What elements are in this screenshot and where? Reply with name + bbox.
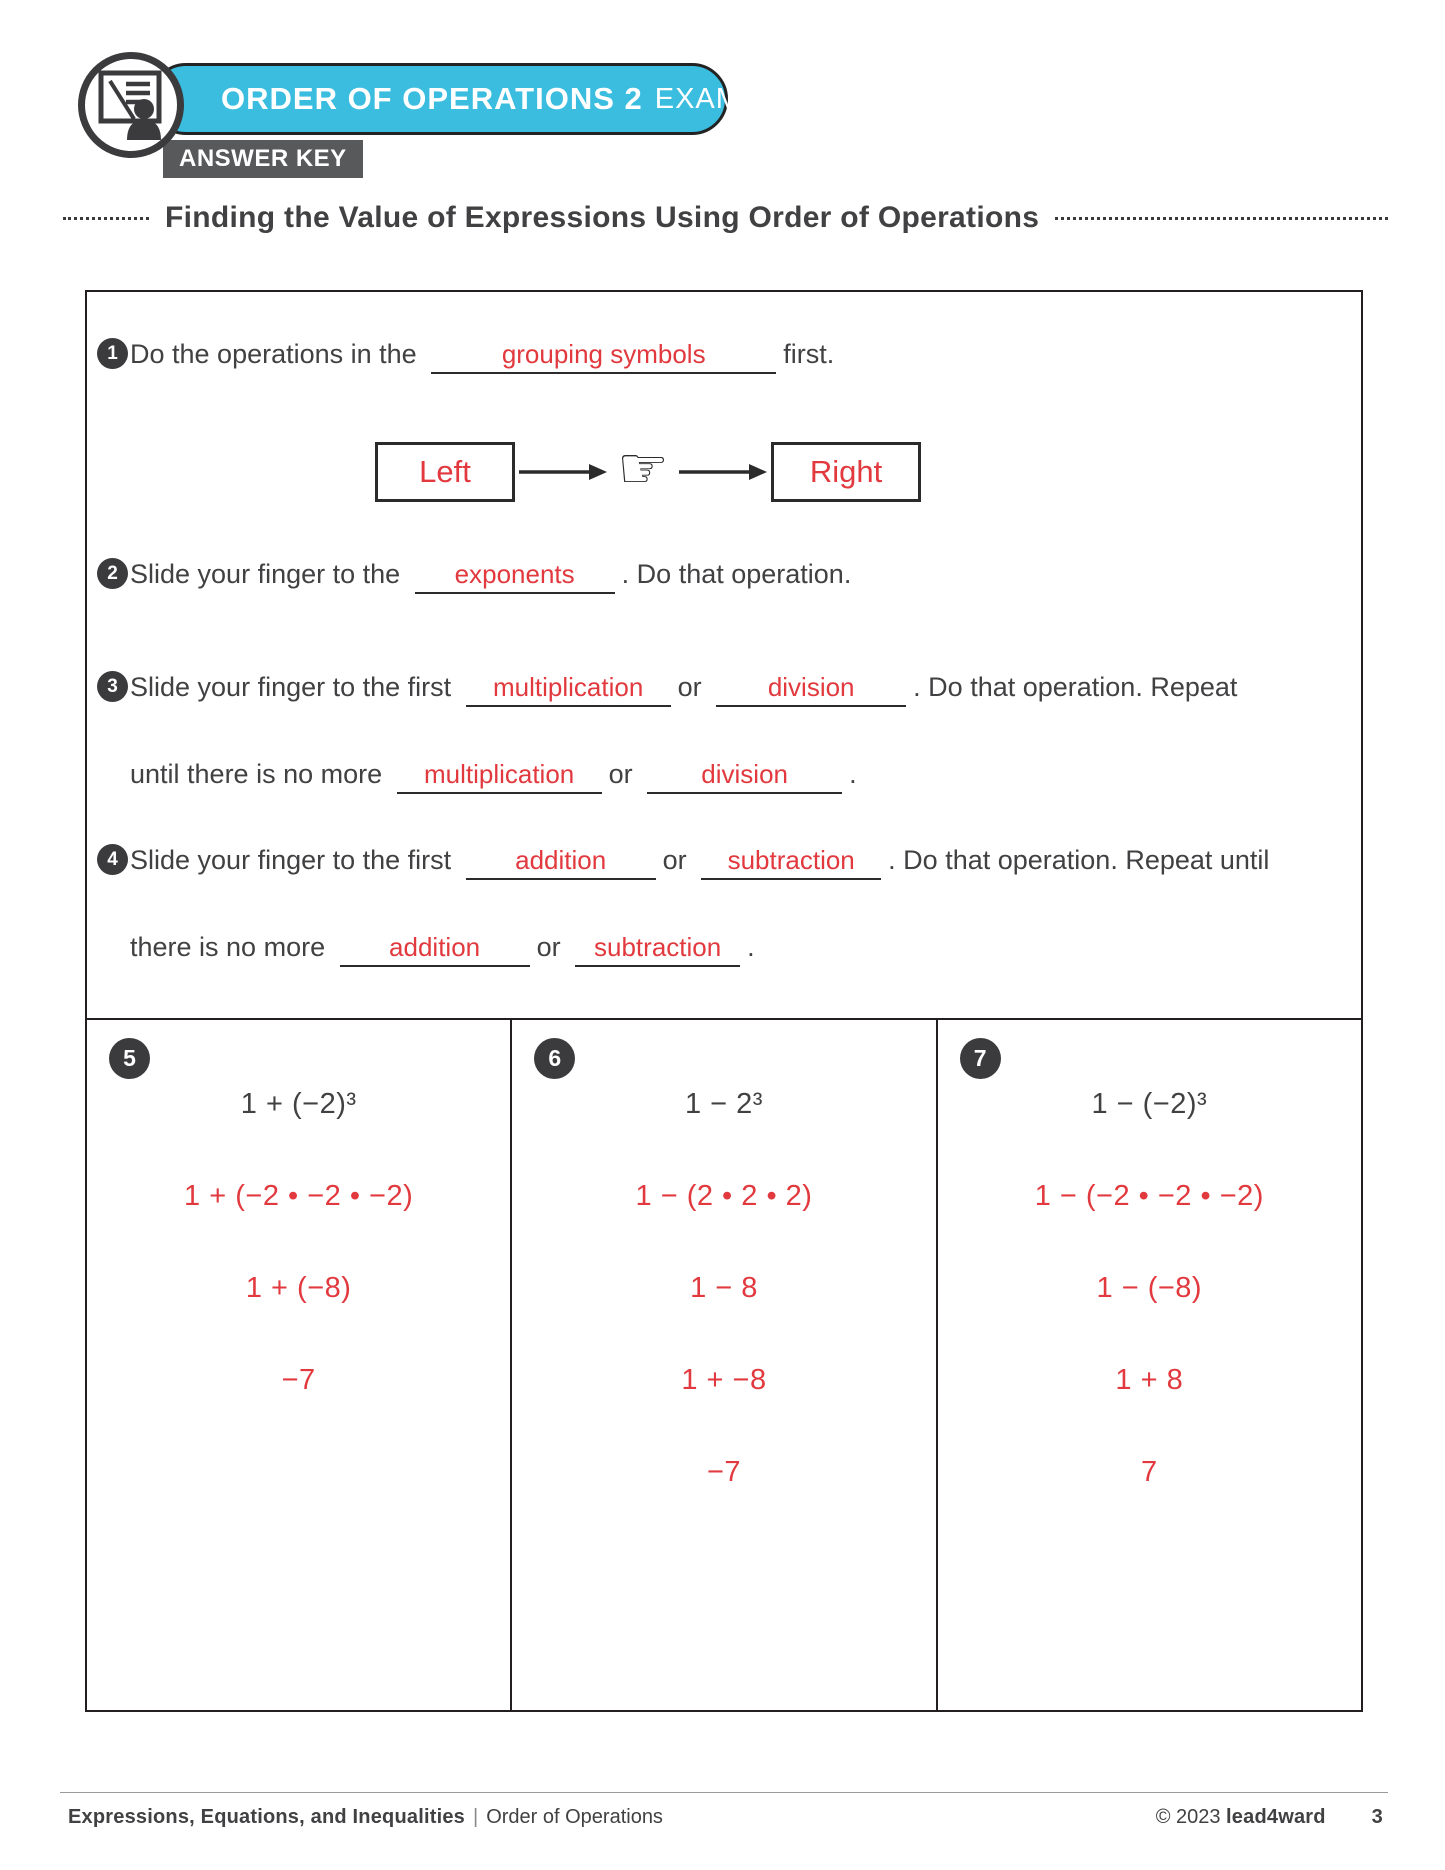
work-step: 1 + (−2 • −2 • −2) bbox=[184, 1179, 414, 1212]
example-6-work bbox=[512, 1020, 935, 1518]
work-step: −7 bbox=[281, 1363, 316, 1396]
example-6-badge: 6 bbox=[534, 1038, 575, 1079]
step-1-text: 1 Do the operations in the grouping symbols first. bbox=[130, 334, 1337, 374]
footer-rule bbox=[60, 1792, 1388, 1793]
pointing-finger-icon: ☞ bbox=[617, 434, 669, 502]
brand-name: lead4ward bbox=[1226, 1806, 1326, 1828]
example-7-column bbox=[938, 1020, 1361, 1710]
example-7-work bbox=[938, 1020, 1361, 1518]
steps-section bbox=[87, 292, 1361, 1020]
example-5-badge: 5 bbox=[109, 1038, 150, 1079]
answer-blank bbox=[466, 669, 671, 707]
example-5-work bbox=[87, 1020, 510, 1426]
footer-right bbox=[1156, 1806, 1383, 1829]
page-title-row bbox=[63, 201, 1388, 235]
left-to-right-diagram bbox=[375, 434, 921, 502]
answer-blank bbox=[647, 756, 842, 794]
answer-blank bbox=[575, 929, 740, 967]
work-step: 1 − 8 bbox=[690, 1271, 758, 1304]
right-box: Right bbox=[771, 442, 921, 502]
answer-text: multiplication bbox=[493, 672, 644, 702]
answer-text: subtraction bbox=[594, 932, 722, 962]
problem-expression: 1 + (−2)³ bbox=[240, 1087, 357, 1120]
answer-blank bbox=[701, 842, 881, 880]
work-step: 1 − (−2 • −2 • −2) bbox=[1034, 1179, 1264, 1212]
example-7-badge: 7 bbox=[960, 1038, 1001, 1079]
answer-text: addition bbox=[389, 932, 481, 962]
problem-expression: 1 − 2³ bbox=[685, 1087, 763, 1120]
arrow-right-icon bbox=[679, 460, 767, 484]
arrow-right-icon bbox=[519, 460, 607, 484]
teacher-board-graphic bbox=[94, 70, 168, 140]
work-step: −7 bbox=[706, 1455, 742, 1488]
answer-blank bbox=[431, 336, 776, 374]
work-step: 1 + (−8) bbox=[245, 1271, 352, 1304]
answer-text: exponents bbox=[454, 559, 575, 589]
lesson-title-banner bbox=[150, 63, 820, 135]
step-2-badge: 2 bbox=[97, 558, 128, 589]
answer-text: addition bbox=[515, 845, 607, 875]
answer-text: division bbox=[767, 672, 855, 702]
worksheet-main-box bbox=[85, 290, 1363, 1712]
answer-key-label: ANSWER KEY bbox=[163, 140, 363, 178]
example-5-column bbox=[87, 1020, 512, 1710]
step-3-text-line-1: 3 Slide your finger to the first multiplication or division . Do that operation. Repeat bbox=[130, 667, 1337, 707]
work-step: 7 bbox=[1141, 1455, 1158, 1488]
step-4-text-line-1: 4 Slide your finger to the first addition or subtraction . Do that operation. Repeat until bbox=[130, 840, 1337, 880]
footer-lesson-title: Order of Operations bbox=[486, 1806, 663, 1828]
answer-blank bbox=[466, 842, 656, 880]
step-1-badge: 1 bbox=[97, 338, 128, 369]
banner-title: ORDER OF OPERATIONS 2 bbox=[221, 81, 643, 116]
copyright: © 2023 lead4ward bbox=[1155, 1806, 1326, 1828]
work-step: 1 + −8 bbox=[681, 1363, 767, 1396]
step-4-text-line-2: there is no more addition or subtraction . bbox=[130, 927, 1337, 967]
footer bbox=[68, 1806, 1383, 1829]
banner-subtitle: EXAMPLES bbox=[654, 82, 820, 115]
answer-text: division bbox=[701, 759, 788, 789]
footer-separator: | bbox=[472, 1806, 479, 1828]
answer-blank bbox=[415, 556, 615, 594]
examples-section bbox=[87, 1020, 1361, 1710]
step-4-badge: 4 bbox=[97, 844, 128, 875]
work-step: 1 + 8 bbox=[1115, 1363, 1184, 1396]
teacher-presentation-icon bbox=[78, 52, 184, 158]
page-title: Finding the Value of Expressions Using Order of Operations bbox=[165, 201, 1040, 234]
step-3-text-line-2: until there is no more multiplication or division . bbox=[130, 754, 1337, 794]
footer-unit-title: Expressions, Equations, and Inequalities bbox=[68, 1806, 465, 1828]
step-3-badge: 3 bbox=[97, 671, 128, 702]
page-number: 3 bbox=[1371, 1806, 1383, 1828]
answer-text: grouping symbols bbox=[501, 339, 706, 369]
answer-text: subtraction bbox=[727, 845, 855, 875]
answer-blank bbox=[340, 929, 530, 967]
footer-left bbox=[68, 1806, 663, 1829]
problem-expression: 1 − (−2)³ bbox=[1091, 1087, 1208, 1120]
answer-blank bbox=[716, 669, 906, 707]
work-step: 1 − (−8) bbox=[1096, 1271, 1203, 1304]
step-2-text: 2 Slide your finger to the exponents . Do that operation. bbox=[130, 554, 1337, 594]
left-box: Left bbox=[375, 442, 515, 502]
example-6-column bbox=[512, 1020, 937, 1710]
dotted-rule-right bbox=[1055, 217, 1388, 220]
work-step: 1 − (2 • 2 • 2) bbox=[635, 1179, 813, 1212]
answer-text: multiplication bbox=[423, 759, 575, 789]
dotted-rule-left bbox=[63, 217, 149, 220]
answer-blank bbox=[397, 756, 602, 794]
